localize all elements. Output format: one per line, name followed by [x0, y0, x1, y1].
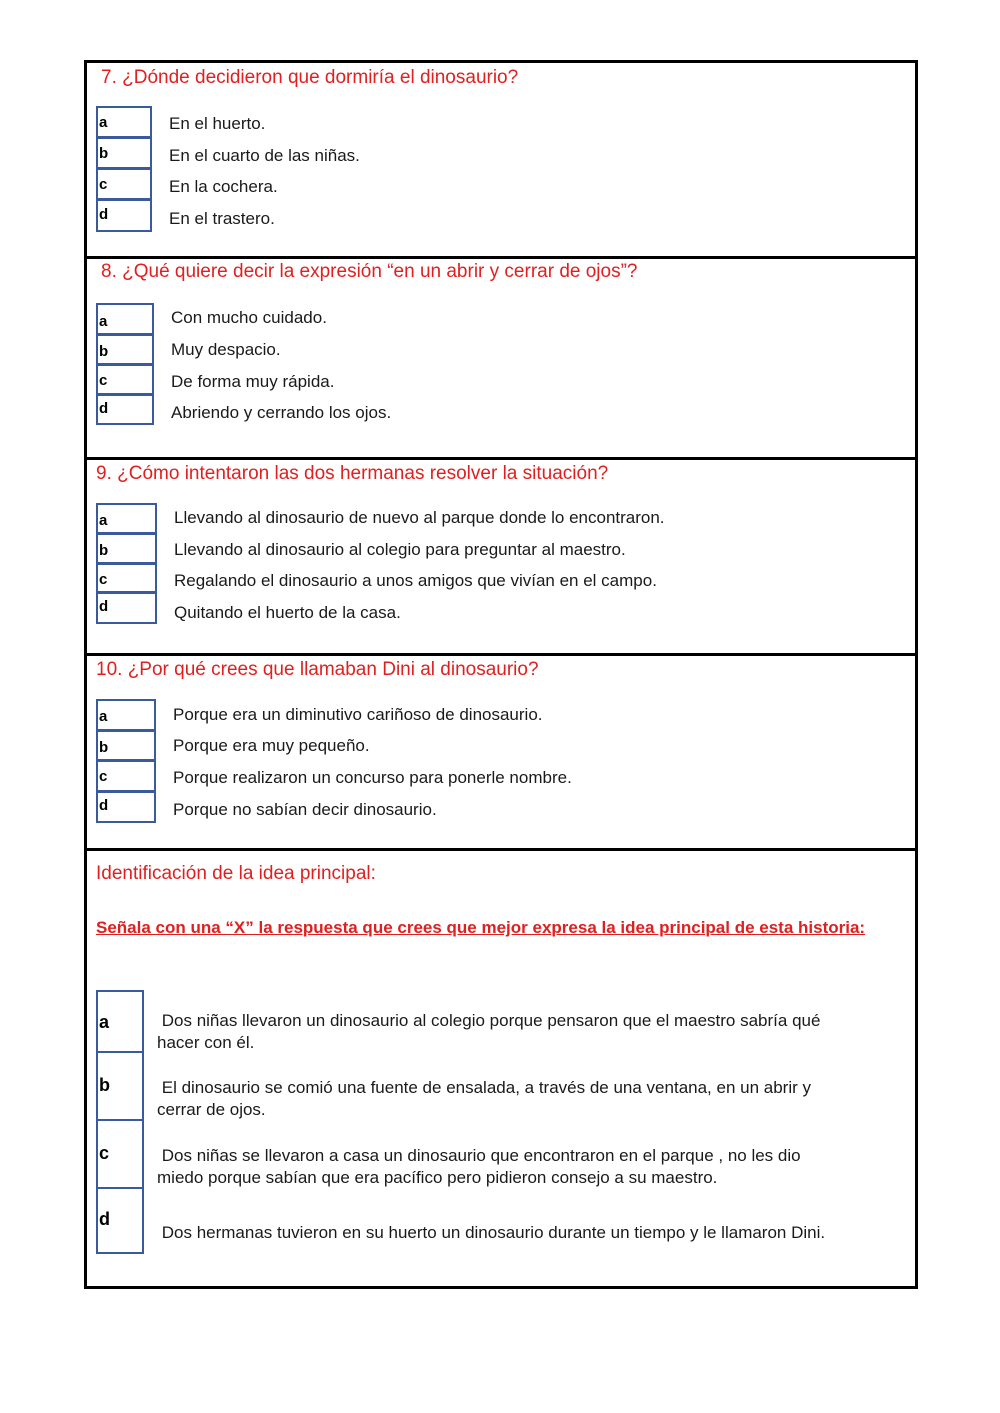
question-9	[87, 460, 915, 656]
option-letter: a	[99, 512, 108, 529]
question-title: 7. ¿Dónde decidieron que dormiría el dinosaurio?	[101, 67, 519, 88]
option-a-text: Dos niñas llevaron un dinosaurio al colegio porque pensaron que el maestro sabría qué hacer con él.	[157, 1011, 821, 1052]
option-c-text: En la cochera.	[169, 177, 278, 196]
option-c-text: Regalando el dinosaurio a unos amigos que vivían en el campo.	[174, 571, 657, 590]
option-c-box[interactable]	[96, 364, 154, 395]
option-a-text: Llevando al dinosaurio de nuevo al parque donde lo encontraron.	[174, 508, 665, 527]
option-d-text: Porque no sabían decir dinosaurio.	[173, 800, 437, 819]
option-letter: d	[99, 797, 109, 814]
option-letter: d	[99, 206, 109, 223]
option-letter: d	[99, 1209, 110, 1229]
option-b-box[interactable]	[96, 533, 157, 564]
option-a-text: Porque era un diminutivo cariñoso de dinosaurio.	[173, 705, 543, 724]
option-letter: c	[99, 372, 108, 389]
option-b-text: En el cuarto de las niñas.	[169, 146, 360, 165]
option-d-text: Dos hermanas tuvieron en su huerto un dinosaurio durante un tiempo y le llamaron Dini.	[157, 1223, 826, 1242]
option-a-box[interactable]	[96, 303, 154, 335]
option-letter: b	[99, 542, 109, 559]
option-b-text: El dinosaurio se comió una fuente de ensalada, a través de una ventana, en un abrir y cerrar de ojos.	[157, 1078, 811, 1119]
option-d-box[interactable]	[96, 592, 157, 624]
option-d-text: Abriendo y cerrando los ojos.	[171, 403, 392, 422]
option-c-box[interactable]	[96, 1119, 144, 1189]
option-letter: a	[99, 313, 108, 330]
question-8	[87, 259, 915, 460]
option-b-box[interactable]	[96, 1051, 144, 1121]
option-d-text: Quitando el huerto de la casa.	[174, 603, 401, 622]
option-letter: c	[99, 768, 108, 785]
main-idea-section	[87, 851, 915, 1286]
option-c-box[interactable]	[96, 760, 156, 792]
option-d-box[interactable]	[96, 199, 152, 232]
main-idea-instruction: Señala con una “X” la respuesta que crees que mejor expresa la idea principal de esta historia:	[96, 918, 866, 937]
worksheet	[84, 60, 918, 1289]
option-letter: b	[99, 145, 109, 162]
question-title: 10. ¿Por qué crees que llamaban Dini al dinosaurio?	[96, 659, 539, 680]
option-a-text: Con mucho cuidado.	[171, 308, 327, 327]
option-b-box[interactable]	[96, 334, 154, 365]
question-title: 9. ¿Cómo intentaron las dos hermanas resolver la situación?	[96, 463, 609, 484]
option-letter: c	[99, 571, 108, 588]
option-letter: d	[99, 400, 109, 417]
option-c-box[interactable]	[96, 168, 152, 200]
option-letter: b	[99, 1075, 110, 1095]
option-letter: c	[99, 1143, 110, 1163]
option-a-box[interactable]	[96, 990, 144, 1053]
option-c-box[interactable]	[96, 563, 157, 593]
option-d-box[interactable]	[96, 791, 156, 823]
option-b-box[interactable]	[96, 137, 152, 169]
option-letter: d	[99, 598, 109, 615]
option-letter: b	[99, 343, 109, 360]
option-b-text: Muy despacio.	[171, 340, 281, 359]
option-d-box[interactable]	[96, 394, 154, 425]
option-b-box[interactable]	[96, 730, 156, 761]
question-7	[87, 63, 915, 259]
option-letter: a	[99, 114, 108, 131]
option-a-text: En el huerto.	[169, 114, 266, 133]
option-d-box[interactable]	[96, 1187, 144, 1254]
option-d-text: En el trastero.	[169, 209, 275, 228]
option-b-text: Llevando al dinosaurio al colegio para preguntar al maestro.	[174, 540, 626, 559]
question-title: 8. ¿Qué quiere decir la expresión “en un abrir y cerrar de ojos”?	[101, 261, 638, 282]
question-10	[87, 656, 915, 851]
option-a-box[interactable]	[96, 106, 152, 138]
option-a-box[interactable]	[96, 503, 157, 534]
option-letter: a	[99, 1012, 110, 1032]
option-letter: a	[99, 708, 108, 725]
option-c-text: Dos niñas se llevaron a casa un dinosaurio que encontraron en el parque , no les dio miedo porque sabían que era pacífico pero pidieron consejo a su maestro.	[157, 1146, 801, 1187]
option-b-text: Porque era muy pequeño.	[173, 736, 370, 755]
option-letter: c	[99, 176, 108, 193]
option-c-text: Porque realizaron un concurso para ponerle nombre.	[173, 768, 572, 787]
option-c-text: De forma muy rápida.	[171, 372, 335, 391]
option-letter: b	[99, 739, 109, 756]
main-idea-heading: Identificación de la idea principal:	[96, 863, 376, 884]
option-a-box[interactable]	[96, 699, 156, 731]
